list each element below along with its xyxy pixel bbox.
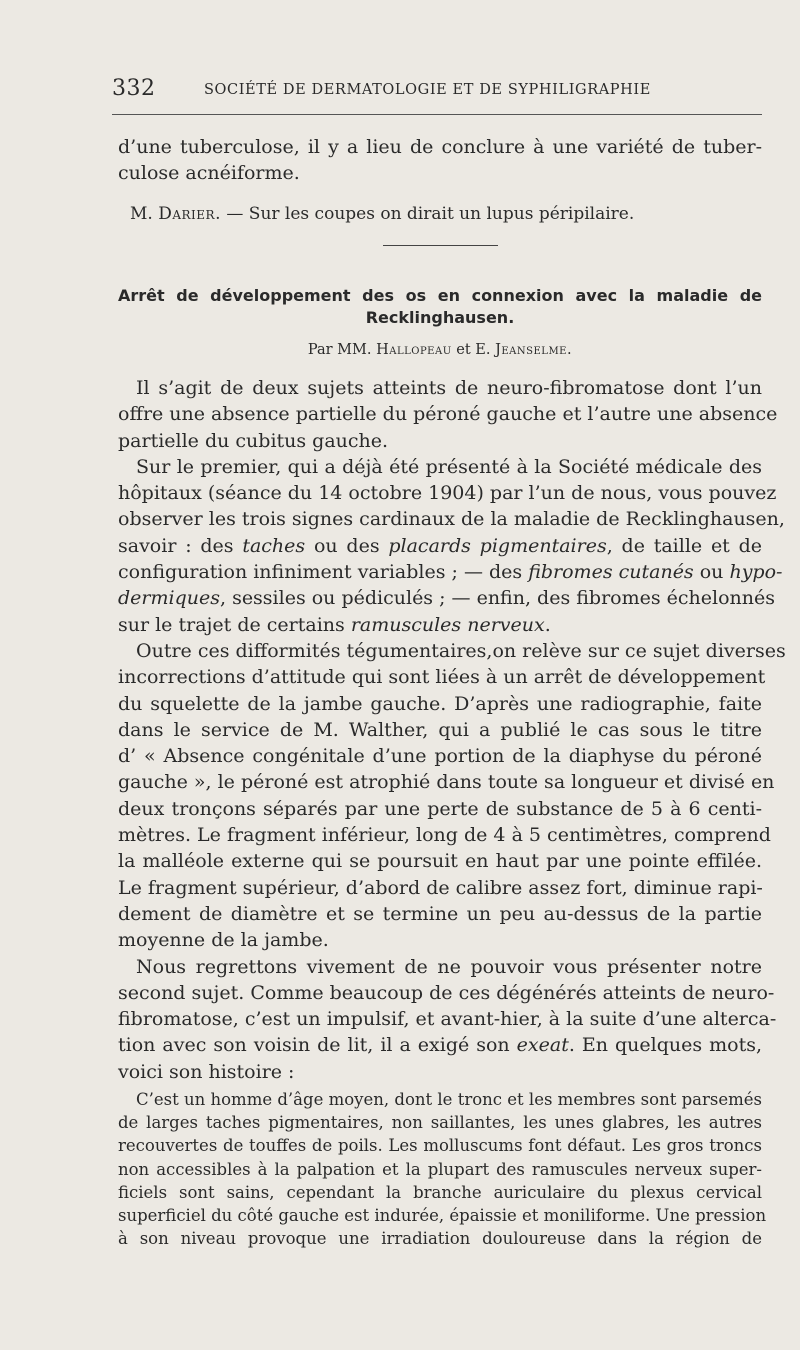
italic-term: hypo- xyxy=(729,561,783,584)
byline-par: Par MM. xyxy=(307,342,372,358)
text-line: sur le trajet de certains ramuscules nerveux. xyxy=(118,613,551,636)
text-line: fibromatose, c’est un impulsif, et avant-hier, à la suite d’une alterca- xyxy=(118,1008,777,1031)
article-byline xyxy=(118,340,762,360)
italic-term: dermiques xyxy=(118,587,220,610)
header-rule xyxy=(112,114,762,115)
intro-paragraph xyxy=(118,134,762,187)
text-line: d’une tuberculose, il y a lieu de conclure à une variété de tuber- xyxy=(118,136,762,158)
text-line: du squelette de la jambe gauche. D’après une radiographie, faite xyxy=(118,692,762,715)
title-line: Arrêt de développement des os en connexion avec la maladie de xyxy=(118,286,762,305)
text-line: gauche », le péroné est atrophié dans toute sa longueur et divisé en xyxy=(118,771,775,794)
text-line: Outre ces difformités tégumentaires,on relève sur ce sujet diverses xyxy=(136,639,786,662)
italic-term: placards pigmentaires xyxy=(388,534,607,557)
remark-prefix: M. xyxy=(130,204,153,224)
page-number: 332 xyxy=(112,76,156,101)
text-line: recouvertes de touffes de poils. Les molluscums font défaut. Les gros troncs xyxy=(118,1136,762,1156)
italic-term: taches xyxy=(242,534,306,557)
text-line: partielle du cubitus gauche. xyxy=(118,429,389,452)
text-line: Il s’agit de deux sujets atteints de neuro-fibromatose dont l’un xyxy=(136,377,762,399)
text-line: C’est un homme d’âge moyen, dont le tronc et les membres sont parsemés xyxy=(136,1090,762,1109)
text-line: Le fragment supérieur, d’abord de calibre assez fort, diminue rapi- xyxy=(118,876,763,899)
section-separator xyxy=(383,245,498,246)
text-line: hôpitaux (séance du 14 octobre 1904) par l’un de nous, vous pouvez xyxy=(118,482,777,505)
author-hallopeau: Hallopeau xyxy=(376,342,452,358)
text-line: de larges taches pigmentaires, non saillantes, les unes glabres, les autres xyxy=(118,1113,762,1133)
italic-term: exeat xyxy=(516,1034,569,1057)
text-line: non accessibles à la palpation et la plupart des ramuscules nerveux super- xyxy=(118,1159,762,1179)
text-line: observer les trois signes cardinaux de la maladie de Recklinghausen, xyxy=(118,508,785,531)
title-line: Recklinghausen. xyxy=(365,308,515,327)
article-title xyxy=(118,285,762,329)
text-line: Nous regrettons vivement de ne pouvoir vous présenter notre xyxy=(136,955,762,978)
text-line: mètres. Le fragment inférieur, long de 4 à 5 centimètres, comprend xyxy=(118,824,771,847)
text-line: Sur le premier, qui a déjà été présenté à la Société médicale des xyxy=(136,455,762,478)
text-line: d’ « Absence congénitale d’une portion de la diaphyse du péroné xyxy=(118,745,762,768)
text-line: savoir : des taches ou des placards pigmentaires, de taille et de xyxy=(118,534,763,557)
author-jeanselme: Jeanselme. xyxy=(495,342,573,358)
text-line: dermiques, sessiles ou pédiculés ; — enfin, des fibromes échelonnés xyxy=(118,587,776,610)
remark-text: — Sur les coupes on dirait un lupus péripilaire. xyxy=(226,204,635,224)
text-line: offre une absence partielle du péroné gauche et l’autre une absence xyxy=(118,403,778,426)
text-line: culose acnéiforme. xyxy=(118,162,300,185)
text-line: dans le service de M. Walther, qui a publié le cas sous le titre xyxy=(118,718,762,741)
text-line: ficiels sont sains, cependant la branche auriculaire du plexus cervical xyxy=(118,1182,762,1202)
text-line: second sujet. Comme beaucoup de ces dégénérés atteints de neuro- xyxy=(118,981,775,1004)
article-body xyxy=(118,375,786,1085)
page-header xyxy=(112,76,762,102)
text-line: configuration infiniment variables ; — des fibromes cutanés ou hypo- xyxy=(118,561,783,584)
text-line: voici son histoire : xyxy=(118,1060,295,1083)
text-line: deux tronçons séparés par une perte de substance de 5 à 6 centi- xyxy=(118,797,762,820)
italic-term: fibromes cutanés xyxy=(528,561,694,584)
text-line: dement de diamètre et se termine un peu au-dessus de la partie xyxy=(118,902,762,925)
text-line: superficiel du côté gauche est indurée, épaissie et moniliforme. Une pression xyxy=(118,1206,767,1226)
text-line: tion avec son voisin de lit, il a exigé son exeat. En quelques mots, xyxy=(118,1034,762,1057)
darier-remark xyxy=(118,202,774,226)
case-history xyxy=(118,1088,767,1250)
byline-et: et E. xyxy=(456,342,491,358)
text-line: incorrections d’attitude qui sont liées à un arrêt de développement xyxy=(118,666,766,689)
remark-speaker: Darier. xyxy=(158,204,221,224)
running-title: SOCIÉTÉ DE DERMATOLOGIE ET DE SYPHILIGRAPHIE xyxy=(204,82,651,98)
italic-term: ramuscules nerveux xyxy=(350,613,545,636)
text-line: à son niveau provoque une irradiation douloureuse dans la région de xyxy=(118,1229,762,1249)
text-line: moyenne de la jambe. xyxy=(118,929,329,952)
text-line: la malléole externe qui se poursuit en haut par une pointe effilée. xyxy=(118,850,762,873)
